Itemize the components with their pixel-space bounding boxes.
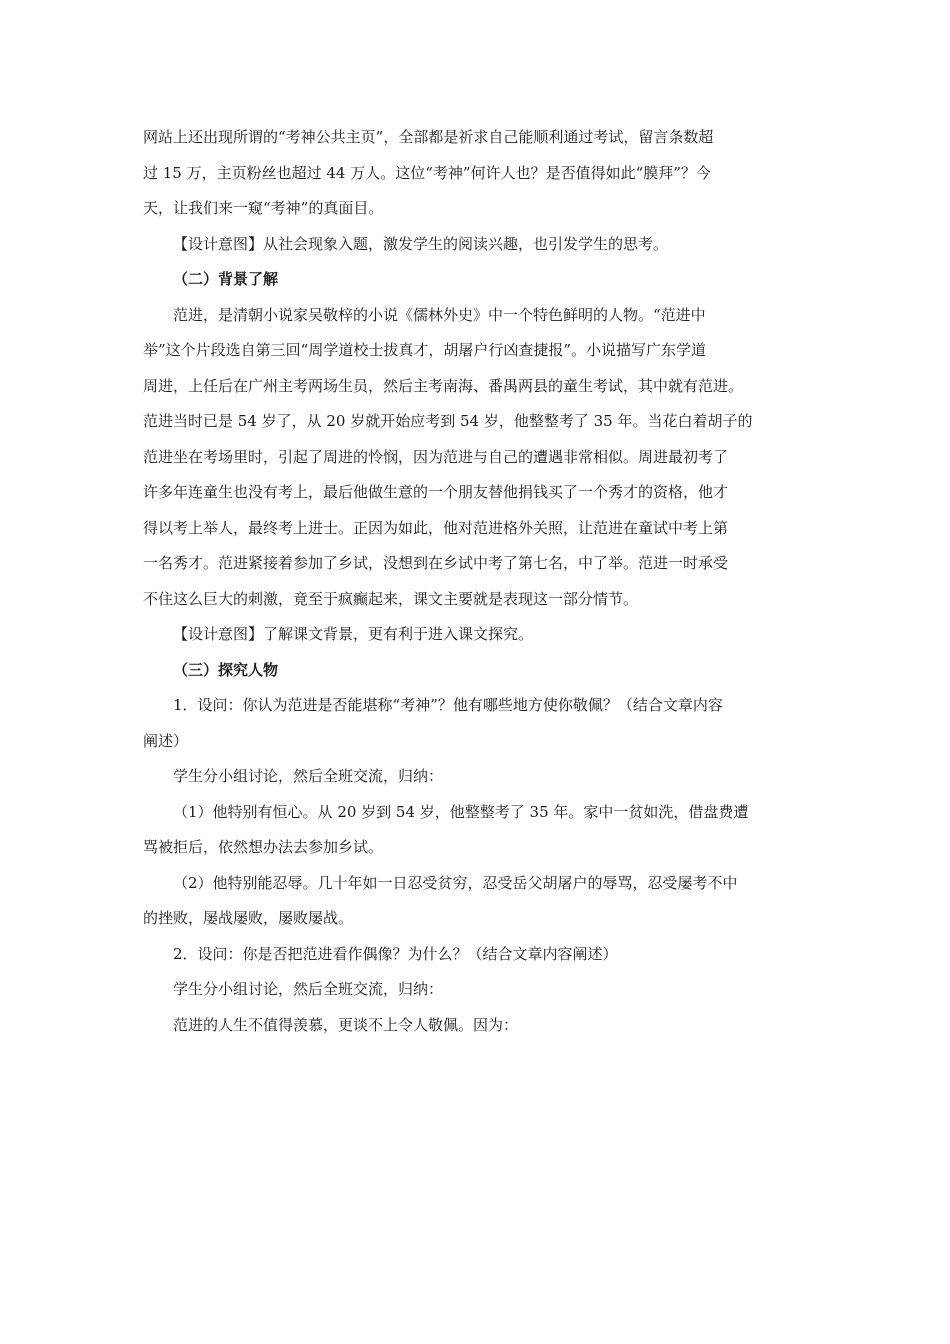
paragraph-line: 过 15 万，主页粉丝也超过 44 万人。这位“考神”何许人也？是否值得如此“膜拜”？今: [143, 163, 711, 182]
paragraph-line: 天，让我们来一窥“考神”的真面目。: [143, 199, 384, 217]
list-item: 的挫败，屡战屡败，屡败屡战。: [143, 909, 354, 927]
paragraph-line: 一名秀才。范进紧接着参加了乡试，没想到在乡试中考了第七名，中了举。范进一时承受: [143, 554, 729, 572]
design-intent-note: 【设计意图】了解课文背景，更有利于进入课文探究。: [173, 625, 534, 643]
paragraph-line: 范进坐在考场里时，引起了周进的怜悯，因为范进与自己的遭遇非常相似。周进最初考了: [143, 447, 729, 466]
section-heading-background: （二）背景了解: [173, 270, 279, 288]
question-line: 阐述）: [143, 731, 189, 750]
design-intent-note: 【设计意图】从社会现象入题，激发学生的阅读兴趣，也引发学生的思考。: [173, 234, 669, 253]
paragraph-line: 范进的人生不值得羡慕，更谈不上令人敬佩。因为：: [173, 1015, 519, 1034]
paragraph-line: 得以考上举人，最终考上进士。正因为如此，他对范进格外关照，让范进在童试中考上第: [143, 518, 729, 537]
paragraph-line: 举”这个片段选自第三回“周学道校士拔真才，胡屠户行凶查捷报”。小说描写广东学道: [143, 341, 707, 359]
paragraph-line: 学生分小组讨论，然后全班交流，归纳：: [173, 767, 444, 785]
paragraph-line: 周进，上任后在广州主考两场生员，然后主考南海、番禺两县的童生考试，其中就有范进。: [143, 376, 744, 395]
list-item: 骂被拒后，依然想办法去参加乡试。: [143, 838, 384, 856]
paragraph-line: 许多年连童生也没有考上，最后他做生意的一个朋友替他捐钱买了一个秀才的资格，他才: [143, 483, 729, 501]
paragraph-line: 范进当时已是 54 岁了，从 20 岁就开始应考到 54 岁，他整整考了 35 年。当花白着胡子的: [143, 412, 753, 430]
list-item: （1）他特别有恒心。从 20 岁到 54 岁，他整整考了 35 年。家中一贫如洗，借盘费遭: [173, 802, 749, 821]
paragraph-line: 范进，是清朝小说家吴敬梓的小说《儒林外史》中一个特色鲜明的人物。“范进中: [173, 305, 706, 324]
paragraph-line: 学生分小组讨论，然后全班交流，归纳：: [173, 980, 444, 998]
section-heading-character: （三）探究人物: [173, 660, 279, 679]
question-line: 2．设问：你是否把范进看作偶像？为什么？（结合文章内容阐述）: [173, 944, 618, 963]
question-line: 1．设问：你认为范进是否能堪称“考神”？他有哪些地方使你敬佩？（结合文章内容: [173, 696, 723, 714]
list-item: （2）他特别能忍辱。几十年如一日忍受贫穷，忍受岳父胡屠户的辱骂，忍受屡考不中: [173, 873, 738, 892]
document-body: [143, 120, 813, 1043]
paragraph-line: 不住这么巨大的刺激，竟至于疯癫起来，课文主要就是表现这一部分情节。: [143, 589, 639, 608]
paragraph-line: 网站上还出现所谓的“考神公共主页”，全部都是祈求自己能顺利通过考试，留言条数超: [143, 128, 714, 146]
